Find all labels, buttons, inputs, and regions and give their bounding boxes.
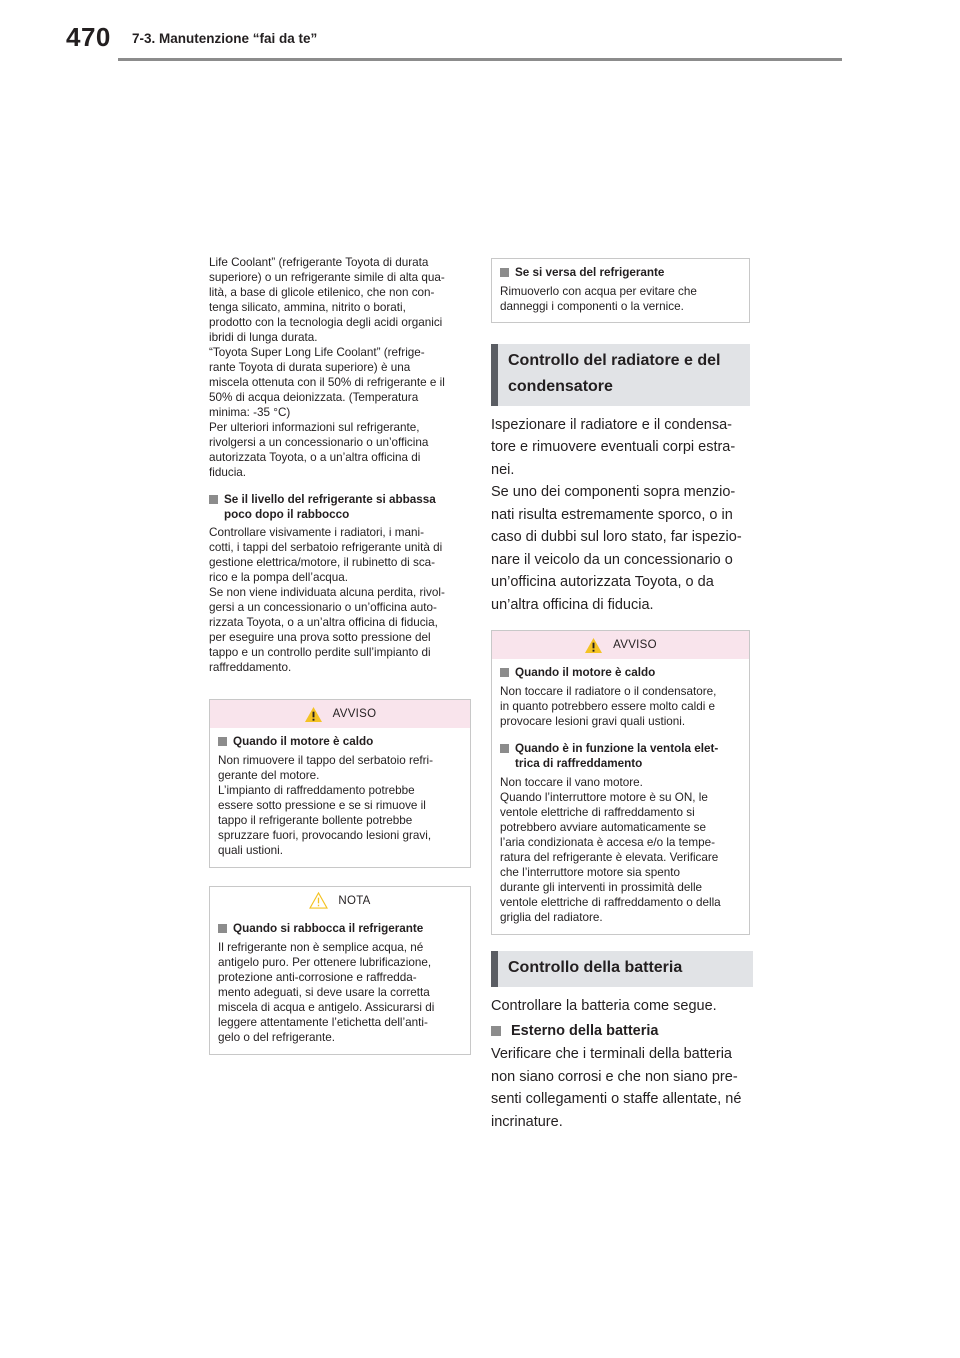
warning-label: AVVISO: [332, 708, 377, 721]
warning-heading-engine-hot: Quando il motore è caldo: [500, 666, 741, 681]
spill-heading: Se si versa del refrigerante: [500, 266, 741, 281]
spill-text: Rimuoverlo con acqua per evitare che danneggi i componenti o la vernice.: [500, 284, 697, 313]
spill-box: [491, 258, 750, 323]
caution-triangle-icon: [309, 892, 328, 909]
warning-box-header: [210, 700, 470, 728]
warning-text-fan: Non toccare il vano motore. Quando l’interruttore motore è su ON, le ventole elettriche di raffreddamento si potrebbero avviare automaticamente se l’aria condizionata è accesa e/o la tempe- ratura del refrigerante è elevata. Verificare che l’interruttore motore sia spento durante gli interventi in prossimità delle ventole elettriche di raffreddamento o della griglia del radiatore.: [500, 775, 721, 924]
battery-intro: Controllare la batteria come segue.: [491, 997, 717, 1014]
warning-heading-fan: Quando è in funzione la ventola elet- trica di raffreddamento: [500, 742, 741, 772]
coolant-level-text: Controllare visivamente i radiatori, i mani- cotti, i tappi del serbatoio refrigerante unità di gestione elettrica/motore, il rubinetto di sca- rico e la pompa dell’acqua. Se non viene individuata alcuna perdita, rivol- gersi a un concessionario o un’officina auto- rizzata Toyota, o a un’altra officina di fiducia, per eseguire una prova sotto pressione del tappo e un controllo perdite sull’impianto di raffreddamento.: [209, 526, 445, 675]
square-bullet-icon: [500, 668, 509, 677]
square-bullet-icon: [218, 737, 227, 746]
warning-triangle-icon: [584, 637, 603, 654]
left-column: [209, 256, 471, 1055]
warning-box-header: [492, 631, 749, 659]
battery-sub-heading: Esterno della batteria: [491, 1023, 755, 1039]
square-bullet-icon: [500, 744, 509, 753]
note-label: NOTA: [338, 894, 371, 907]
warning-text: Non rimuovere il tappo del serbatoio refri- gerante del motore. L’impianto di raffreddamento potrebbe essere sotto pressione e se si rimuove il tappo il refrigerante bollente potrebbe spruzzare fuori, provocando lesioni gravi, quali ustioni.: [218, 754, 434, 857]
square-bullet-icon: [209, 495, 218, 504]
radiator-section-title: Controllo del radiatore e del condensatore: [491, 344, 750, 406]
warning-box-engine-hot: [209, 699, 471, 868]
page-number: 470: [66, 22, 111, 52]
square-bullet-icon: [218, 924, 227, 933]
square-bullet-icon: [491, 1026, 501, 1036]
warning-triangle-icon: [304, 706, 323, 723]
note-box-refill: [209, 886, 471, 1055]
warning-box-radiator: [491, 630, 750, 935]
warning-heading: Quando il motore è caldo: [218, 735, 462, 750]
radiator-text: Ispezionare il radiatore e il condensa- tore e rimuovere eventuali corpi estra- nei. Se uno dei componenti sopra menzio- nati risulta estremamente sporco, o in caso di dubbi sul loro stato, far ispezio- nare il veicolo da un concessionario o un’officina autorizzata Toyota, o da un’altra officina di fiducia.: [491, 416, 742, 613]
note-heading: Quando si rabbocca il refrigerante: [218, 922, 462, 937]
right-column: [491, 258, 755, 1133]
coolant-level-heading: Se il livello del refrigerante si abbassa poco dopo il rabbocco: [209, 493, 471, 523]
warning-label: AVVISO: [613, 639, 657, 652]
battery-text: Verificare che i terminali della batteria non siano corrosi e che non siano pre- senti collegamenti o staffe allentate, né incrinature.: [491, 1046, 742, 1130]
square-bullet-icon: [500, 268, 509, 277]
note-text: Il refrigerante non è semplice acqua, né antigelo puro. Per ottenere lubrificazione, protezione anti-corrosione e raffredda- mento adeguati, si deve usare la corretta miscela di acqua e antigelo. Assicurarsi di leggere attentamente l’etichetta dell’anti- gelo o del refrigerante.: [218, 940, 435, 1044]
header-divider: [118, 58, 842, 61]
battery-section-title: Controllo della batteria: [491, 951, 753, 987]
coolant-intro-text: Life Coolant” (refrigerante Toyota di durata superiore) o un refrigerante simile di alta qua- lità, a base di glicole etilenico, che non con- tenga silicato, ammina, nitrito o borati, prodotto con la tecnologia degli acidi organici ibridi di lunga durata. “Toyota Super Long Life Coolant” (refrige- rante Toyota di durata superiore) è una miscela ottenuta con il 50% di refrigerante e il 50% di acqua deionizzata. (Temperatura minima: -35 °C) Per ulteriori informazioni sul refrigerante, rivolgersi a un concessionario o un’officina autorizzata Toyota, o a un’altra officina di fiducia.: [209, 256, 445, 479]
chapter-title: 7-3. Manutenzione “fai da te”: [132, 31, 318, 46]
warning-text-engine-hot: Non toccare il radiatore o il condensatore, in quanto potrebbero essere molto caldi e provocare lesioni gravi quali ustioni.: [500, 685, 717, 729]
note-box-header: [210, 887, 470, 915]
